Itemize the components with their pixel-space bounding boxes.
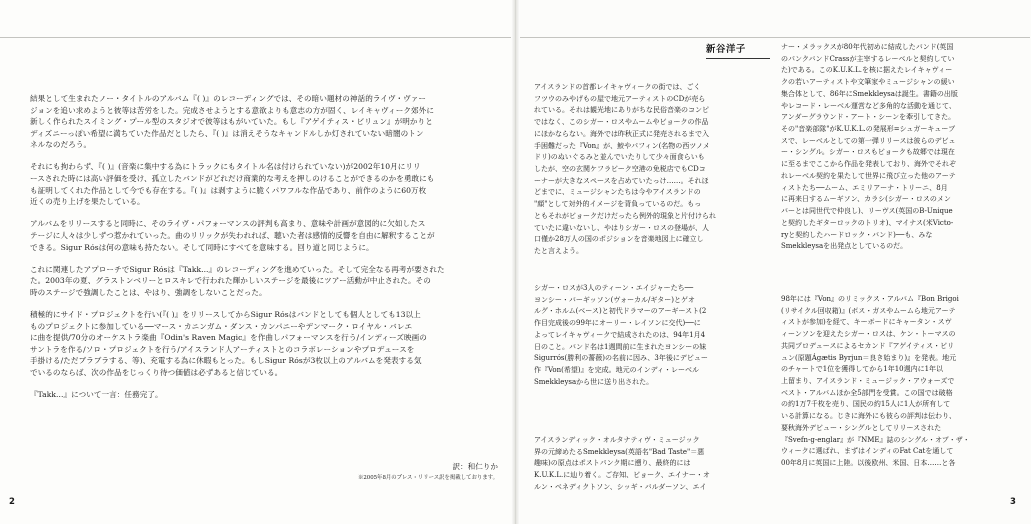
press-release-note: ※2005年8月のプレス・リリース訳を掲載しております。 bbox=[357, 475, 498, 481]
column-a-paragraph-2: シガー・ロスが3人のティーン・エイジャーたち── ヨンシー・バーギッソン(ヴォーカル/ギター)とゲオ ルグ・ホルム(ベース)と初代ドラマーのアーギースト(2 作目完成後の99年にオーリー・レイソンに交代)──に よってレイキャヴィークで結成されたのは、94年1月4 日のこと。バンド名は1週間前に生まれたヨンシーの妹 Sigurrós(勝利の薔薇)の名前に因み、3年後にデビュー 作『Von(希望)』を完成。地元のインディ・レーベル Smekkleysaから世に送り出された。 bbox=[534, 284, 708, 386]
paragraph: それにも拘わらず、『( )』(音楽に集中する為にトラックにもタイトル名は付けられていない)が2002年10月にリリ ースされた時には高い評価を受け、孤立したバンドがどれだけ商業的な考えを押しのけることができるのかを勇敢にも も証明してくれた作品として今でも存在する。『( )』は剥すように脆くパワフルな作品であり、前作のように60万枚 近くの売り上げを果たしている。 bbox=[30, 162, 435, 207]
paragraph: 結果として生まれたノー・タイトルのアルバム『( )』のレコーディングでは、その暗い題材の神話的ライヴ・ヴァー ジョンを追い求めようと彼等は苦労をした。完成させようとする意欲よりも意志の方が固く、レイキャヴィーク郊外に 新しく作られたスイミング・プール型のスタジオで彼等はもがいていた。もし『アゲイティス・ビリュン』が明かりと ディズニーっぽい希望に満ちていた作品だとしたら、『( )』は消えそうなキャンドルしか灯されていない暗闇のトン ネルなのだろう。 bbox=[30, 94, 434, 150]
author-block bbox=[706, 41, 770, 59]
left-page bbox=[0, 0, 515, 524]
top-rule bbox=[0, 37, 515, 38]
author-name: 新谷洋子 bbox=[706, 44, 746, 55]
paragraph: アルバムをリリースすると同時に、そのライヴ・パフォーマンスの評判も高まり、意味や計画が意図的に欠如したス テージに人々は少しずつ惹かれていった。曲のリリックが失われれば、聴いた者は感情的反響を自由に解釈することが できる。Sigur Rósは何の意味も持たない。そして同時にすべてを意味する。回り道と同じように。 bbox=[30, 219, 435, 252]
page-gutter bbox=[511, 0, 520, 524]
paragraph: 積極的にサイド・プロジェクトを行い(『( )』をリリースしてからSigur Rósはバンドとしても個人としても13以上 ものプロジェクトに参加している──マース・カニンガム・ダンス・カンパニーやデンマーク・ロイヤル・バレエ に曲を提供/70分のオーケストラ楽曲『Odin's Raven Magic』を作曲しパフォーマンスを行う/インディーズ映画の サントラを作る/ソロ・プロジェクトを行う/アイスランド人アーティストとのコラボレーションやプロデュースを 手掛ける/ただブラブラする、等)、充電する為に休暇もとった。もしSigur Rósが3枚以上のアルバムを発表する気 でいるのならば、次の作品をじっくり待つ価値は必ずあると信じている。 bbox=[30, 309, 427, 377]
page-number: 2 bbox=[9, 497, 15, 507]
column-a-paragraph-3: アイスランディック・オルタナティヴ・ミュージック 界の元締めたるSmekkleysa(英語名"Bad Taste"＝悪 趣味)の原点はポストパンク期に遡り、最終的には K.U.K.L.に辿り着く。ご存知、ビョーク、エイナー・オ ルン・ベネディクトソン、シッギ・バルダーソン、エイ bbox=[534, 436, 710, 491]
top-rule bbox=[515, 37, 1030, 38]
paragraph: これに関連したアプローチでSigur Rósは『Takk...』のレコーディングを進めていった。そして完全なる再考が要された た。2003年の夏、グラストンベリーとロスキレで行われた輝かしいステージを最後にツアー活動が中止された。その 時のステージで強調したことは、やはり、強調をしないことだった。 bbox=[30, 264, 445, 297]
column-a-paragraph-1: アイスランドの首都レイキャヴィークの街では、ごく フツウのみやげもの屋で地元アーティストのCDが売ら れている。それは観光地にありがちな民俗音楽のコンピ ではなく、このシガー・ロスやムームやビョークの作品 にほかならない。海外では昨秋正式に発売されるまで入 手困難だった『Von』が、鮫やパフィン(名物の西ツノメ ドリ)のぬいぐるみと並んでいたりして少々面食らいも したが、空の玄関ケフラビーク空港の免税店でもCDコ ーナーが大きなスペースを占めていたっけ……。それほ どまでに、ミュージシャンたちは今やアイスランドの "顔"として対外的イメージを背負っているのだ。もっ ともそれがビョークだけだったら例外的現象と片付けられ ていたに違いないし、やはりシガー・ロスの登場が、人 口僅か28万人の国のポジションを音楽地図上に確立し たと言えよう。 bbox=[534, 83, 716, 256]
column-b-paragraph-1: ナー・メラックスが80年代初めに結成したバンド(英国 のパンクバンドCrassが主宰するレーベルと契約してい た)である。このK.U.K.L.を核に据えたレイキャヴィー クの若いアーティストや文筆家やミュージシャンの緩い 集合体として、86年にSmekkleysaは誕生。書籍の出版 やレコード・レーベル運営など多角的な活動を通じて、 アンダーグラウンド・アート・シーンを牽引してきた。 その"音楽部隊"がK.U.K.L.の発展形=シュガーキューブ スで、レーベルとしての第一弾リリースは彼らのデビュ ー・シングル。シガー・ロスもビョークも故郷では現在 に至るまでここから作品を発表しており、海外でそれぞ れレーベル契約を果たして世界に飛び立った他のアーテ ィストたち──ムーム、エミリアーナ・トリーニ、8月 に再来日するムーギソン、カラシ(シガー・ロスのメン バーとは同世代で仲良し)、リーヴス(英国のB-Unique と契約したギターロックのトリオ)、マイナス(米Victo- ryと契約したハードロック・バンド)──も、みな Smekkleysaを出発点としているのだ。 bbox=[781, 43, 958, 251]
author-underline bbox=[706, 58, 770, 59]
translator-credit: 訳：和仁りか bbox=[452, 462, 498, 471]
paragraph: 『Takk...』について一言：任務完了。 bbox=[30, 389, 163, 399]
left-page-body bbox=[30, 93, 498, 411]
column-b-paragraph-2: 98年には『Von』のリミックス・アルバム『Bon Brigoi (リサイクル回収箱)』(ボス・ガスやムームら地元アーテ ィストが参加)を経て、キーボードにキャータン・スヴ ィーンソンを迎えたシガー・ロスは、ケン・トーマスの 共同プロデュースによるセカンド『アゲイティス・ビリ ュン(原題Ágætis Byrjun＝良き始まり)』を発表。地元 のチャートで1位を獲得してから1年10週内に1年以 上留まり、アイスランド・ミュージック・アウォーズで ベスト・アルバムほか全5部門を受賞。この国では破格 の約1万7千枚を売り、国民の約15人に1人が所有して いる計算になる。じきに海外にも彼らの評判は伝わり、 要秋海外デビュー・シングルとしてリリースされた 『Svefn-g-englar』が『NME』誌のシングル・オブ・ザ・ ウィークに選ばれ、まずはインディのFat Catを通して 00年8月に英国に上陸。以後欧州、米国、日本……と各 bbox=[781, 295, 970, 468]
page-number: 3 bbox=[1010, 497, 1016, 507]
